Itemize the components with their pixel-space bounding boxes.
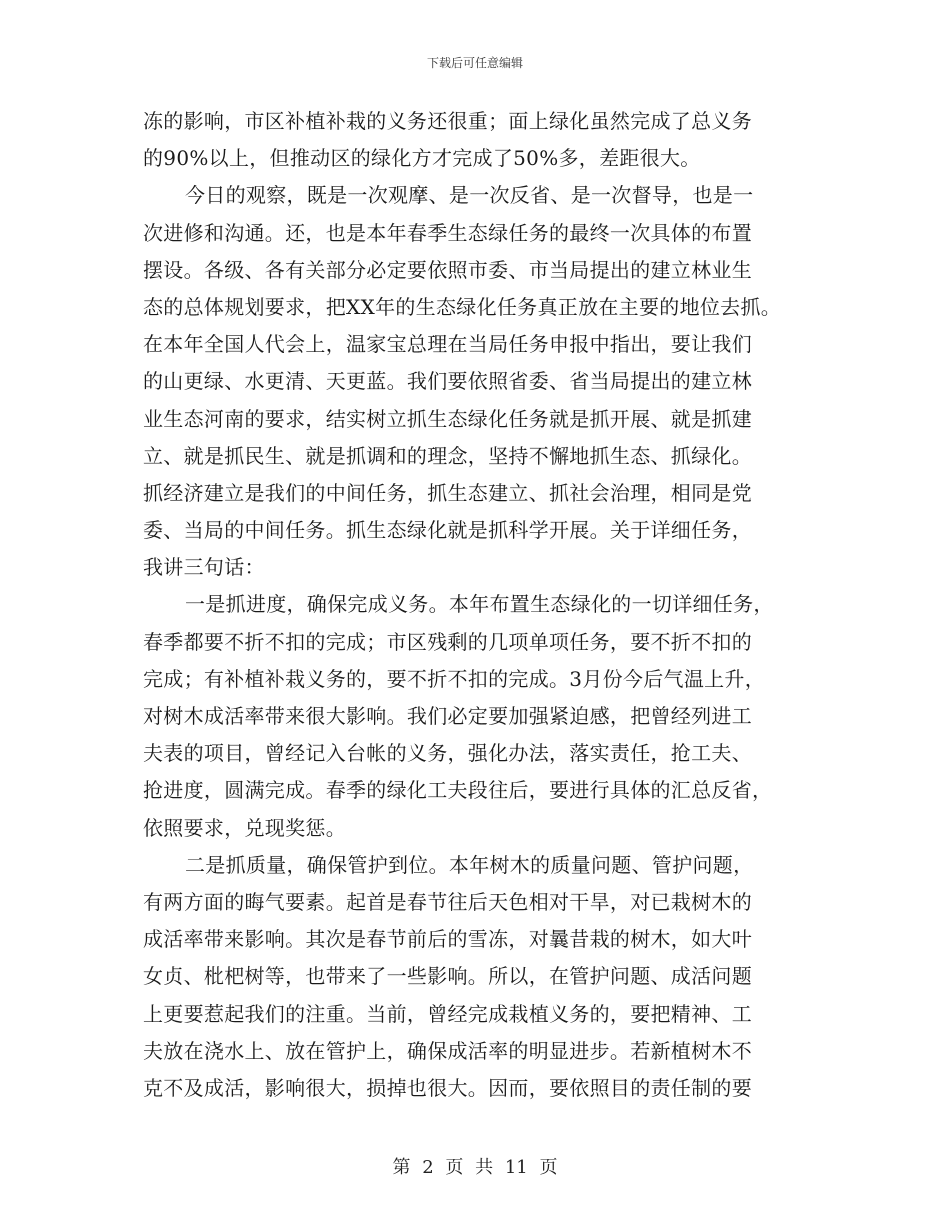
paragraph — [143, 103, 823, 177]
text-line: 冻的影响，市区补植补栽的义务还很重；面上绿化虽然完成了总义务 — [143, 109, 752, 133]
page-header: 下载后可任意编辑 — [426, 56, 523, 70]
paragraph — [143, 847, 823, 1107]
text-line: 一是抓进度，确保完成义务。本年布置生态绿化的一切详细任务， — [185, 592, 774, 617]
text-line: 今日的观察，既是一次观摩、是一次反省、是一次督导，也是一 — [185, 183, 754, 208]
text-line: 业生态河南的要求，结实树立抓生态绿化任务就是抓开展、就是抓建 — [143, 406, 752, 431]
text-line: 摆设。各级、各有关部分必定要依照市委、市当局提出的建立林业生 — [143, 257, 752, 282]
paragraph — [143, 586, 823, 846]
text-line: 次进修和沟通。还，也是本年春季生态绿任务的最终一次具体的布置 — [143, 220, 752, 245]
text-line: 抢进度，圆满完成。春季的绿化工夫段往后，要进行具体的汇总反省， — [143, 778, 773, 803]
document-body — [143, 103, 823, 1107]
text-line: 成活率带来影响。其次是春节前后的雪冻，对曩昔栽的树木，如大叶 — [143, 927, 752, 952]
text-line: 有两方面的晦气要素。起首是春节往后天色相对干旱，对已栽树木的 — [143, 889, 752, 914]
text-line: 抓经济建立是我们的中间任务，抓生态建立、抓社会治理，相同是党 — [143, 480, 752, 505]
text-line: 完成；有补植补栽义务的，要不折不扣的完成。3月份今后气温上升， — [143, 666, 766, 691]
text-line: 上更要惹起我们的注重。当前，曾经完成栽植义务的，要把精神、工 — [143, 1001, 752, 1026]
text-line: 的90%以上，但推动区的绿化方才完成了50%多，差距很大。 — [143, 146, 701, 171]
text-line: 二是抓质量，确保管护到位。本年树木的质量问题、管护问题， — [185, 852, 754, 877]
text-line: 态的总体规划要求，把XX年的生态绿化任务真正放在主要的地位去抓。 — [143, 294, 782, 319]
text-line: 的山更绿、水更清、天更蓝。我们要依照省委、省当局提出的建立林 — [143, 369, 752, 394]
text-line: 春季都要不折不扣的完成；市区残剩的几项单项任务，要不折不扣的 — [143, 629, 752, 654]
text-line: 在本年全国人代会上，温家宝总理在当局任务申报中指出，要让我们 — [143, 332, 752, 357]
text-line: 对树木成活率带来很大影响。我们必定要加强紧迫感，把曾经列进工 — [143, 704, 752, 728]
text-line: 夫表的项目，曾经记入台帐的义务，强化办法，落实责任，抢工夫、 — [143, 741, 752, 766]
text-line: 女贞、枇杷树等，也带来了一些影响。所以，在管护问题、成活问题 — [143, 964, 752, 989]
text-line: 立、就是抓民生、就是抓调和的理念，坚持不懈地抓生态、抓绿化。 — [143, 443, 752, 468]
text-line: 克不及成活，影响很大，损掉也很大。因而，要依照目的责任制的要 — [143, 1075, 752, 1100]
text-line: 依照要求，兑现奖惩。 — [143, 815, 346, 840]
paragraph — [143, 177, 823, 586]
page-footer: 第 2 页 共 11 页 — [392, 1157, 558, 1178]
text-line: 委、当局的中间任务。抓生态绿化就是抓科学开展。关于详细任务， — [143, 518, 752, 543]
text-line: 夫放在浇水上、放在管护上，确保成活率的明显进步。若新植树木不 — [143, 1038, 752, 1063]
text-line: 我讲三句话： — [143, 555, 265, 580]
